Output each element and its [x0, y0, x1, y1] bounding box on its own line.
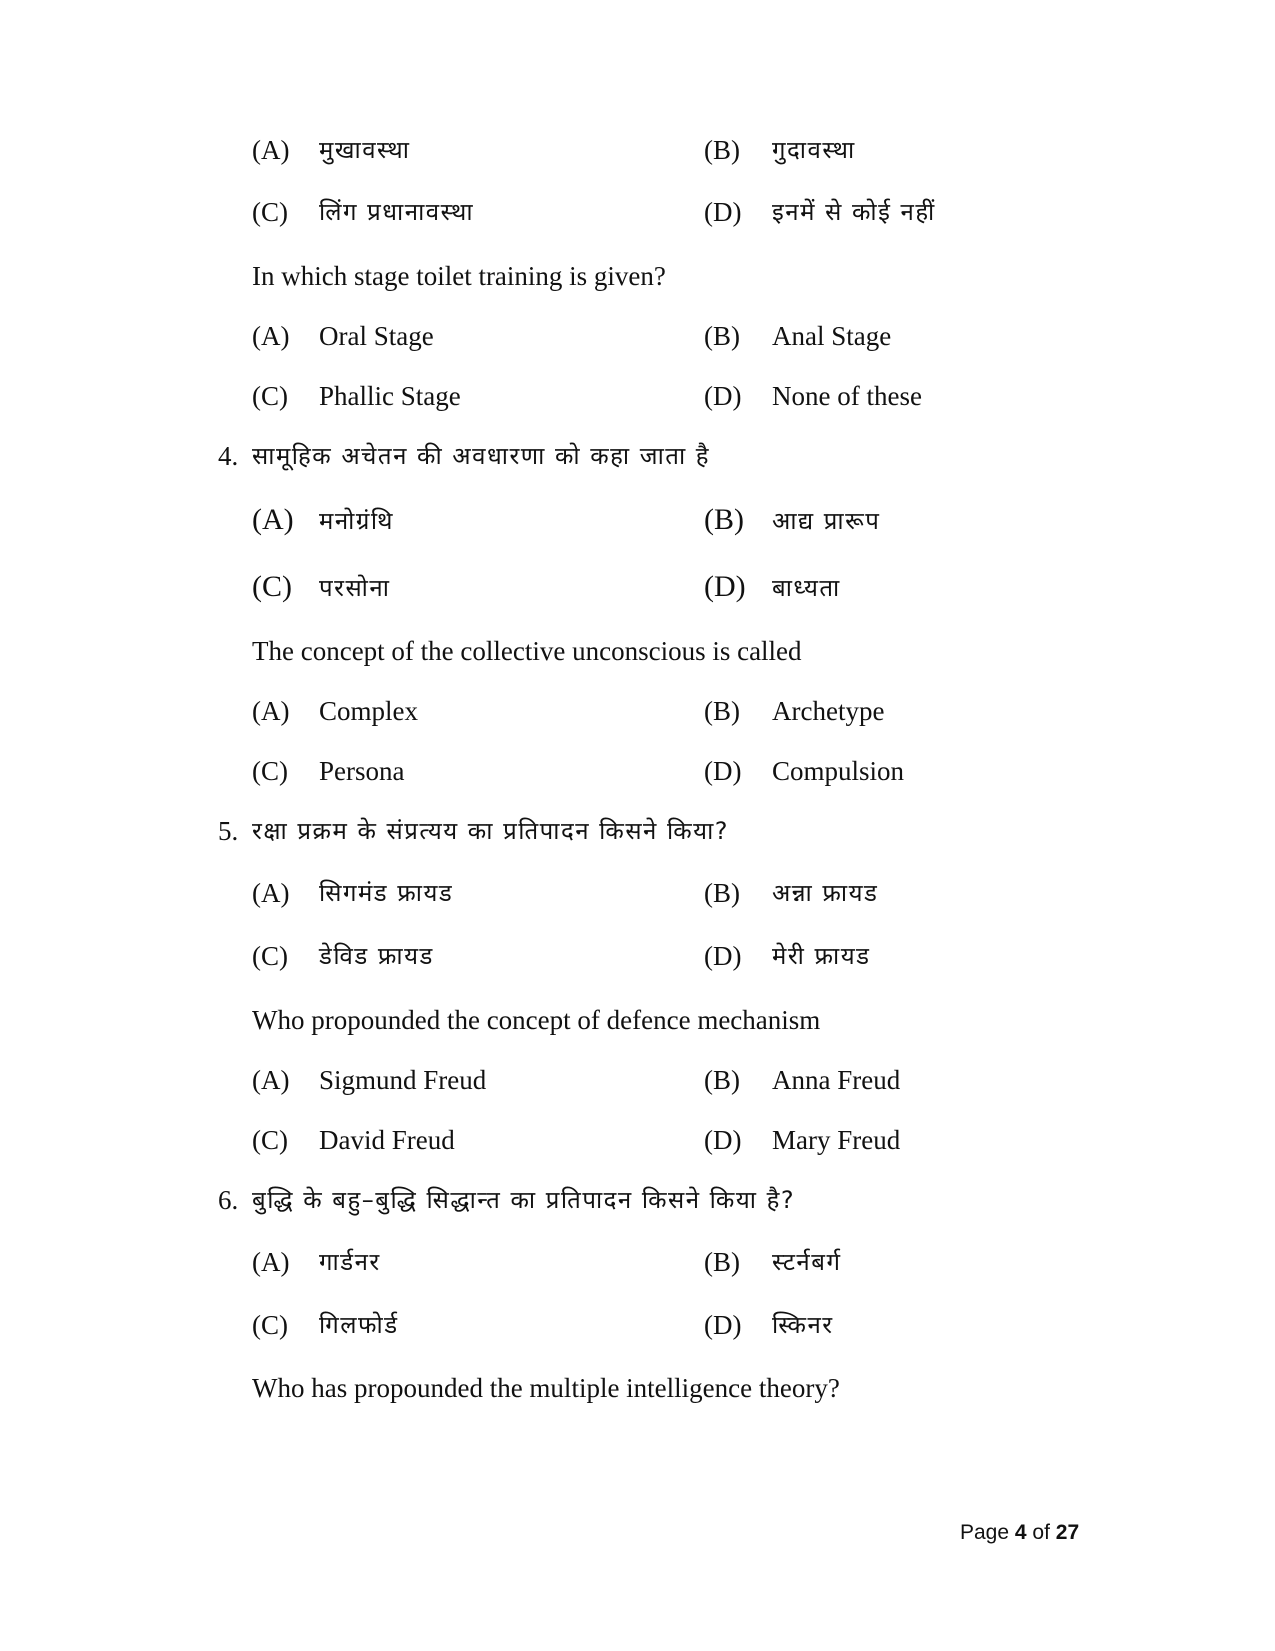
option-letter-d: (D) — [704, 1310, 742, 1340]
option-text-d: मेरी फ्रायड — [772, 942, 871, 970]
option-letter-d: (D) — [704, 756, 742, 786]
option-letter-a: (A) — [252, 878, 290, 908]
page-number — [960, 1521, 1079, 1545]
question-text: The concept of the collective unconscious is called — [252, 636, 802, 666]
question-number: 5. — [218, 816, 239, 846]
option-letter-b: (B) — [704, 503, 744, 536]
option-letter-b: (B) — [704, 135, 740, 165]
page-prefix: Page — [960, 1521, 1015, 1544]
option-letter-c: (C) — [252, 570, 292, 603]
option-letter-c: (C) — [252, 756, 288, 786]
option-letter-d: (D) — [704, 570, 746, 603]
option-letter-c: (C) — [252, 1310, 288, 1340]
option-text-d: Compulsion — [772, 756, 905, 786]
option-text-c: Phallic Stage — [319, 381, 461, 411]
question-text: सामूहिक अचेतन की अवधारणा को कहा जाता है — [252, 442, 711, 470]
option-text-a: मनोग्रंथि — [319, 507, 394, 535]
option-letter-d: (D) — [704, 381, 742, 411]
option-text-d: इनमें से कोई नहीं — [772, 198, 936, 226]
option-text-d: None of these — [772, 381, 922, 411]
option-text-a: सिगमंड फ्रायड — [319, 879, 454, 907]
option-letter-c: (C) — [252, 197, 288, 227]
option-text-b: अन्ना फ्रायड — [772, 879, 879, 907]
question-text: Who propounded the concept of defence mechanism — [252, 1005, 821, 1035]
option-letter-a: (A) — [252, 1247, 290, 1277]
option-letter-b: (B) — [704, 696, 740, 726]
option-letter-b: (B) — [704, 1065, 740, 1095]
option-letter-b: (B) — [704, 321, 740, 351]
option-text-c: परसोना — [319, 574, 391, 602]
question-number: 6. — [218, 1185, 239, 1215]
option-text-b: Archetype — [772, 696, 885, 726]
option-text-b: आद्य प्रारूप — [772, 507, 881, 535]
option-letter-a: (A) — [252, 503, 294, 536]
option-text-d: Mary Freud — [772, 1125, 901, 1155]
option-letter-c: (C) — [252, 941, 288, 971]
option-text-d: स्किनर — [772, 1311, 834, 1339]
option-text-b: Anal Stage — [772, 321, 892, 351]
option-letter-c: (C) — [252, 1125, 288, 1155]
question-text: Who has propounded the multiple intelligence theory? — [252, 1373, 840, 1403]
option-text-b: Anna Freud — [772, 1065, 901, 1095]
option-letter-c: (C) — [252, 381, 288, 411]
current-page: 4 — [1014, 1521, 1027, 1544]
option-letter-b: (B) — [704, 1247, 740, 1277]
option-text-a: Oral Stage — [319, 321, 434, 351]
option-letter-a: (A) — [252, 1065, 290, 1095]
option-text-b: गुदावस्था — [772, 136, 856, 164]
option-text-c: गिलफोर्ड — [319, 1311, 399, 1339]
option-text-a: Complex — [319, 696, 418, 726]
option-letter-d: (D) — [704, 197, 742, 227]
option-letter-d: (D) — [704, 941, 742, 971]
option-text-a: गार्डनर — [319, 1248, 381, 1276]
option-text-a: मुखावस्था — [319, 136, 411, 164]
option-letter-a: (A) — [252, 135, 290, 165]
option-letter-a: (A) — [252, 696, 290, 726]
option-text-c: David Freud — [319, 1125, 455, 1155]
option-text-d: बाध्यता — [772, 574, 841, 602]
option-text-c: Persona — [319, 756, 405, 786]
option-letter-d: (D) — [704, 1125, 742, 1155]
option-text-c: लिंग प्रधानावस्था — [319, 198, 475, 226]
total-pages: 27 — [1055, 1521, 1080, 1544]
question-text: रक्षा प्रक्रम के संप्रत्यय का प्रतिपादन किसने किया? — [252, 817, 730, 845]
option-text-b: स्टर्नबर्ग — [772, 1248, 842, 1276]
question-text: बुद्धि के बहु–बुद्धि सिद्धान्त का प्रतिपादन किसने किया है? — [252, 1186, 796, 1214]
option-letter-a: (A) — [252, 321, 290, 351]
question-text: In which stage toilet training is given? — [252, 261, 666, 291]
option-letter-b: (B) — [704, 878, 740, 908]
option-text-c: डेविड फ्रायड — [319, 942, 434, 970]
page-of: of — [1026, 1521, 1056, 1544]
question-number: 4. — [218, 441, 239, 471]
option-text-a: Sigmund Freud — [319, 1065, 487, 1095]
